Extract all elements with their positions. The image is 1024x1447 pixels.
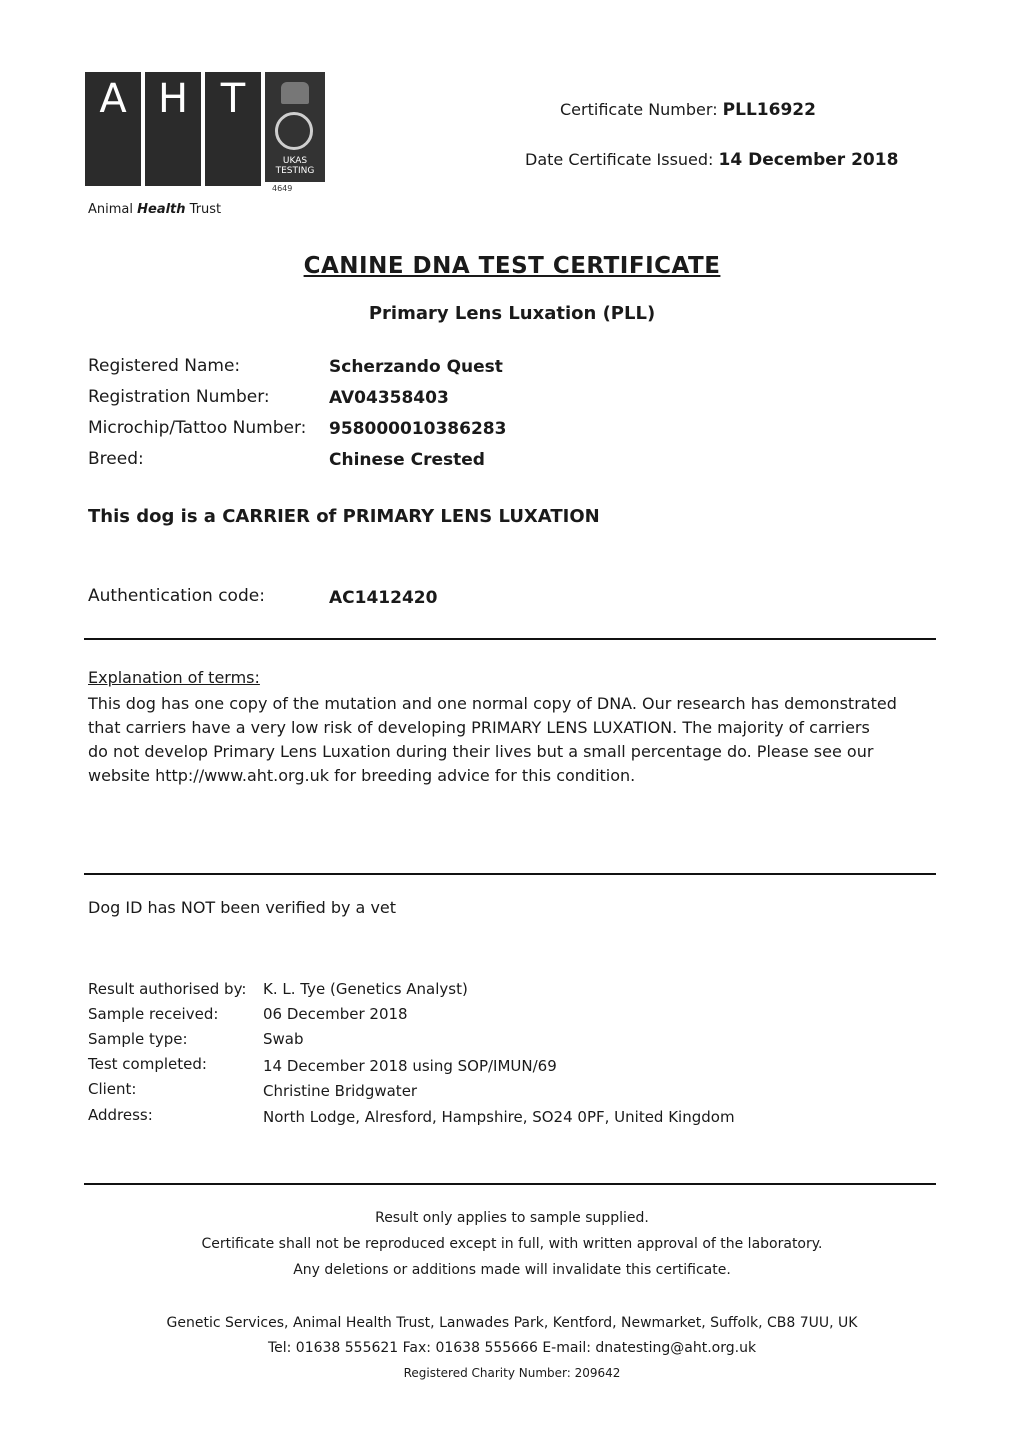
authentication-value: AC1412420 [329,588,438,608]
explanation-line: This dog has one copy of the mutation and one normal copy of DNA. Our research has demonstrated [88,694,897,713]
logo-letter-h: H [145,72,201,186]
certificate-number-label: Certificate Number: [560,100,718,119]
seal-number: 4649 [272,184,293,193]
page-title: CANINE DNA TEST CERTIFICATE [303,253,721,279]
sample-received-label: Sample received: [88,1005,219,1023]
client-label: Client: [88,1080,137,1098]
explanation-line: that carriers have a very low risk of developing PRIMARY LENS LUXATION. The majority of carriers [88,718,870,737]
logo-letter-a: A [85,72,141,186]
divider [84,873,936,875]
footer-contact: Tel: 01638 555621 Fax: 01638 555666 E-mail: dnatesting@aht.org.uk [267,1340,757,1356]
crown-icon [281,82,309,104]
sample-type-label: Sample type: [88,1030,188,1048]
footer-charity: Registered Charity Number: 209642 [403,1366,621,1380]
explanation-heading: Explanation of terms: [88,668,260,687]
authorised-by-value: K. L. Tye (Genetics Analyst) [263,980,468,998]
footer-note: Certificate shall not be reproduced except in full, with written approval of the laboratory. [201,1236,823,1252]
page-subtitle: Primary Lens Luxation (PLL) [368,303,656,324]
aht-logo [85,72,325,190]
registered-name-label: Registered Name: [88,356,241,376]
footer-note: Result only applies to sample supplied. [375,1210,649,1226]
date-issued-value: 14 December 2018 [718,150,899,170]
registered-name-value: Scherzando Quest [329,357,503,377]
address-label: Address: [88,1106,153,1124]
registration-number-label: Registration Number: [88,387,270,407]
authentication-label: Authentication code: [88,586,265,606]
explanation-line: do not develop Primary Lens Luxation during their lives but a small percentage do. Please see our [88,742,874,761]
logo-letter-t: T [205,72,261,186]
client-value: Christine Bridgwater [263,1082,418,1100]
breed-value: Chinese Crested [329,450,485,470]
registration-number-value: AV04358403 [329,388,449,408]
sample-type-value: Swab [263,1030,304,1048]
divider [84,1183,936,1185]
explanation-body [88,692,948,788]
microchip-value: 958000010386283 [329,419,507,439]
certificate-number [560,100,816,120]
certificate-number-value: PLL16922 [722,100,816,120]
test-completed-value: 14 December 2018 using SOP/IMUN/69 [263,1057,557,1075]
microchip-label: Microchip/Tattoo Number: [88,418,307,438]
date-issued-label: Date Certificate Issued: [525,150,714,169]
authorised-by-label: Result authorised by: [88,980,247,998]
date-issued [525,150,898,170]
sample-received-value: 06 December 2018 [263,1005,408,1023]
divider [84,638,936,640]
seal-ring-icon [275,112,313,150]
address-value: North Lodge, Alresford, Hampshire, SO24 0PF, United Kingdom [263,1108,735,1126]
footer-note: Any deletions or additions made will invalidate this certificate. [293,1262,731,1278]
explanation-line: website http://www.aht.org.uk for breeding advice for this condition. [88,766,636,785]
footer-address: Genetic Services, Animal Health Trust, Lanwades Park, Kentford, Newmarket, Suffolk, CB8 7UU, UK [166,1315,858,1331]
ukas-seal-icon [265,72,325,182]
breed-label: Breed: [88,449,144,469]
result-statement: This dog is a CARRIER of PRIMARY LENS LUXATION [88,506,600,527]
logo-caption: Animal Health Trust [88,202,222,217]
test-completed-label: Test completed: [88,1055,207,1073]
seal-text: UKAS TESTING [275,156,315,176]
verification-note: Dog ID has NOT been verified by a vet [88,898,397,917]
